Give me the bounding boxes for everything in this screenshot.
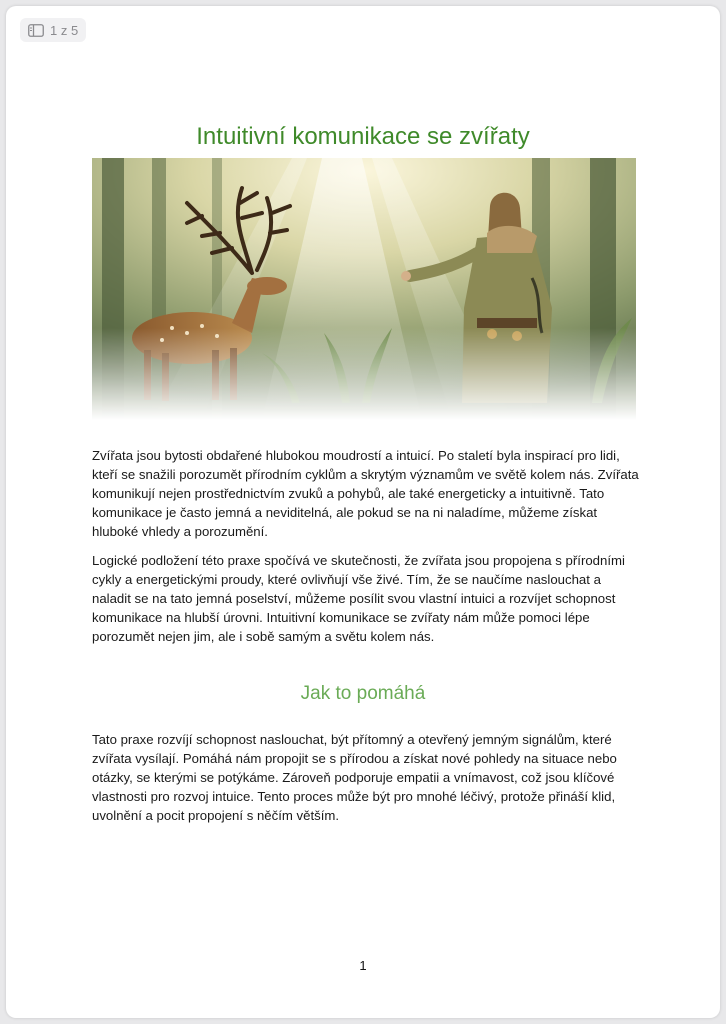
- logic-paragraph: Logické podložení této praxe spočívá ve skutečnosti, že zvířata jsou propojena s přírodními cykly a energetickými proudy, které ovlivňují vše živé. Tím, že se naučíme naslouchat a naladit se na tato jemná poselství, můžeme posílit svou vlastní intuici a rozvíjet schopnost komunikace na hlubší úrovni. Intuitivní komunikace se zvířaty nám může pomoci lépe porozumět nejen jim, ale i sobě samým a světu kolem nás.: [92, 553, 625, 644]
- benefits-paragraph: Tato praxe rozvíjí schopnost naslouchat, být přítomný a otevřený jemným signálům, které zvířata vysílají. Pomáhá nám propojit se s přírodou a získat nové pohledy na situace nebo otázky, se kterými se potýkáme. Zároveň podporuje empatii a vnímavost, což jsou klíčové vlastnosti pro rozvoj intuice. Tento proces může být pro mnohé léčivý, protože přináší klid, uvolnění a pocit propojení s něčím větším.: [92, 732, 617, 823]
- forest-scene-image: [92, 158, 636, 420]
- section-heading: Jak to pomáhá: [300, 683, 426, 704]
- hero-illustration: [92, 158, 636, 420]
- page-indicator[interactable]: [20, 18, 86, 42]
- document-title: Intuitivní komunikace se zvířaty: [196, 123, 530, 150]
- intro-paragraph: Zvířata jsou bytosti obdařené hlubokou moudrostí a intuicí. Po staletí byla inspirací pro lidi, kteří se snažili porozumět přírodním cyklům a skrytým významům ve světě kolem nás. Zvířata komunikují nejen prostřednictvím zvuků a pohybů, ale také energeticky a intuitivně. Tato komunikace je často jemná a neviditelná, ale pokud se na ni naladíme, můžeme získat hluboké vhledy a porozumění.: [92, 448, 639, 539]
- page-number: 1: [359, 958, 367, 973]
- page-indicator-label: 1 z 5: [50, 22, 79, 38]
- sidebar-icon: [28, 24, 44, 37]
- document-page: [6, 6, 720, 1018]
